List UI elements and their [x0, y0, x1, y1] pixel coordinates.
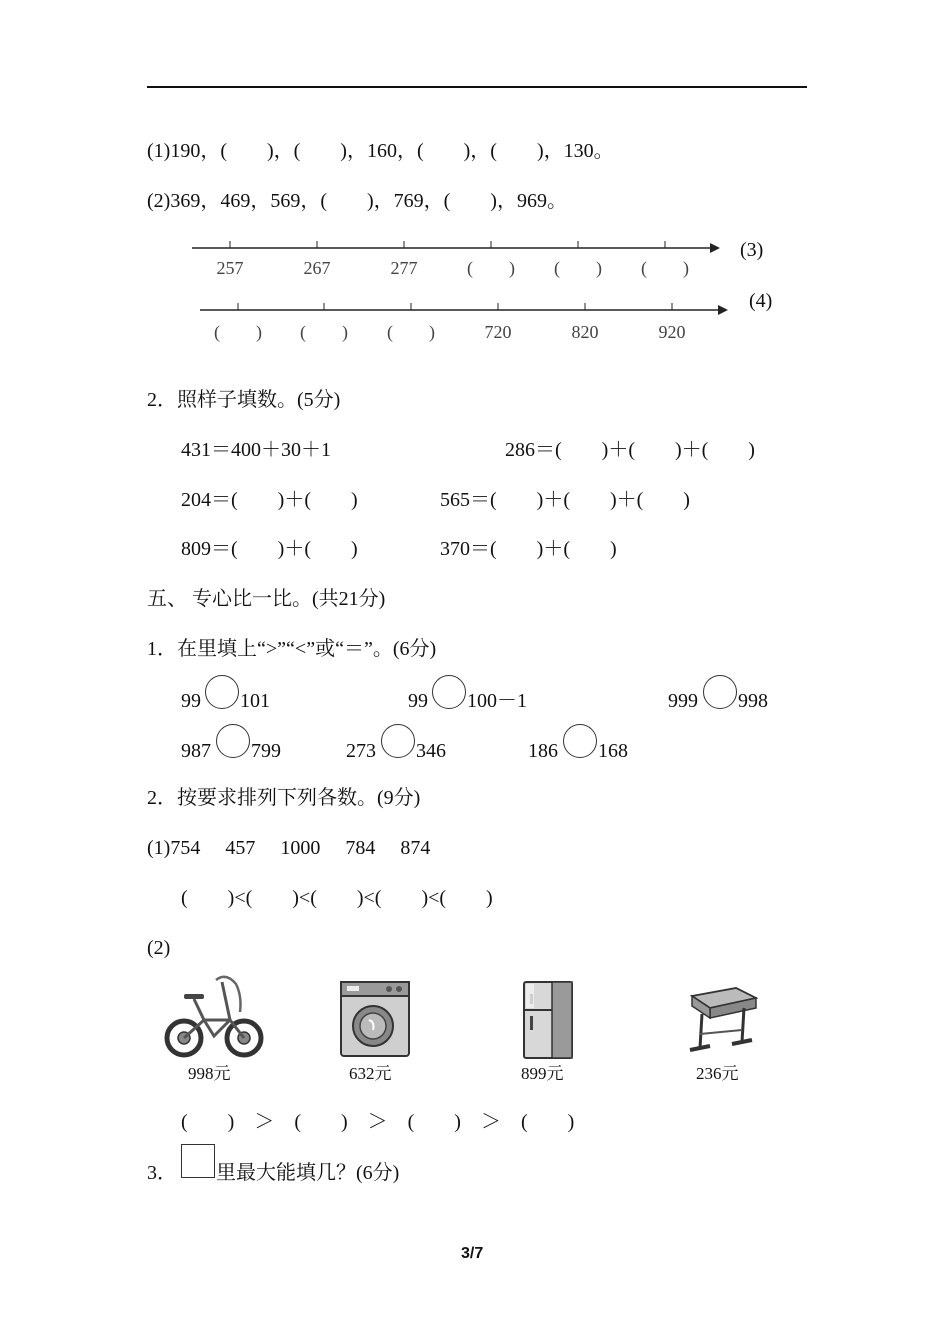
number-line-3-tick-label: ( ) [554, 258, 602, 278]
item-price: 632元 [349, 1064, 392, 1083]
number-line-3-label: (3) [740, 239, 764, 261]
answer-box[interactable] [181, 1144, 215, 1178]
page-number: 3/7 [461, 1245, 484, 1262]
compare-left: 999 [668, 690, 698, 712]
number-line-4-tick-label: ( ) [387, 322, 435, 342]
item-price: 998元 [188, 1064, 231, 1083]
section-5-q2-title: 2．按要求排列下列各数。(9分) [147, 787, 421, 809]
compare-circle[interactable] [432, 675, 466, 709]
item-price: 236元 [696, 1064, 739, 1083]
section-5-q1-title: 1．在里填上“>”“<”或“＝”。(6分) [147, 638, 437, 660]
item-price: 899元 [521, 1064, 564, 1083]
q2-item-5: 370＝( )＋( ) [440, 538, 617, 560]
compare-left: 99 [408, 690, 428, 712]
number-line-3-tick-label: 257 [216, 258, 244, 278]
desk-icon [686, 982, 758, 1058]
section-5-q3-title: 里最大能填几？(6分) [216, 1162, 400, 1184]
compare-left: 99 [181, 690, 201, 712]
number-line-3-tick-label: ( ) [641, 258, 689, 278]
header-rule [147, 86, 807, 88]
number-line-4-tick-label: 920 [658, 322, 686, 342]
number-line-4-tick-label: ( ) [300, 322, 348, 342]
section-5-q2-sub2-answer: ( ) ＞ ( ) ＞ ( ) ＞ ( ) [181, 1111, 575, 1133]
number-line-4-tick-label: 820 [571, 322, 599, 342]
compare-right: 100－1 [467, 690, 527, 712]
compare-right: 346 [416, 740, 446, 762]
compare-left: 987 [181, 740, 211, 762]
compare-circle[interactable] [205, 675, 239, 709]
number-line-3-tick-label: ( ) [467, 258, 515, 278]
number-line-3-tick-label: 267 [303, 258, 331, 278]
washing-machine-icon [339, 980, 411, 1058]
refrigerator-icon [522, 980, 574, 1060]
q2-example: 431＝400＋30＋1 [181, 439, 331, 461]
q2-item-2: 204＝( )＋( ) [181, 489, 358, 511]
number-lines [0, 228, 950, 348]
compare-right: 168 [598, 740, 628, 762]
number-line-4-label: (4) [749, 290, 773, 312]
section-5-q2-sub1-answer: ( )<( )<( )<( )<( ) [181, 887, 493, 909]
section-5-q2-sub1: (1)754 457 1000 784 874 [147, 837, 431, 859]
compare-right: 799 [251, 740, 281, 762]
q2-item-4: 809＝( )＋( ) [181, 538, 358, 560]
compare-left: 273 [346, 740, 376, 762]
q2-title: 2．照样子填数。(5分) [147, 389, 341, 411]
section-5-q2-sub2: (2) [147, 937, 171, 959]
compare-right: 101 [240, 690, 270, 712]
number-line-3-tick-label: 277 [390, 258, 418, 278]
bicycle-icon [160, 968, 270, 1063]
number-line-4-tick-label: 720 [484, 322, 512, 342]
compare-right: 998 [738, 690, 768, 712]
sequence-line-1: (1)190，( )，( )，160，( )，( )，130。 [147, 140, 614, 162]
section-5-q3-number: 3． [147, 1162, 177, 1184]
compare-circle[interactable] [381, 724, 415, 758]
q2-item-3: 565＝( )＋( )＋( ) [440, 489, 690, 511]
q2-item-1: 286＝( )＋( )＋( ) [505, 439, 755, 461]
compare-circle[interactable] [216, 724, 250, 758]
compare-left: 186 [528, 740, 558, 762]
compare-circle[interactable] [563, 724, 597, 758]
sequence-line-2: (2)369，469，569，( )，769，( )，969。 [147, 190, 567, 212]
number-line-4-tick-label: ( ) [214, 322, 262, 342]
section-5-title: 五、 专心比一比。(共21分) [147, 588, 386, 610]
number-line-3-arrow [710, 243, 720, 253]
compare-circle[interactable] [703, 675, 737, 709]
number-line-4-arrow [718, 305, 728, 315]
